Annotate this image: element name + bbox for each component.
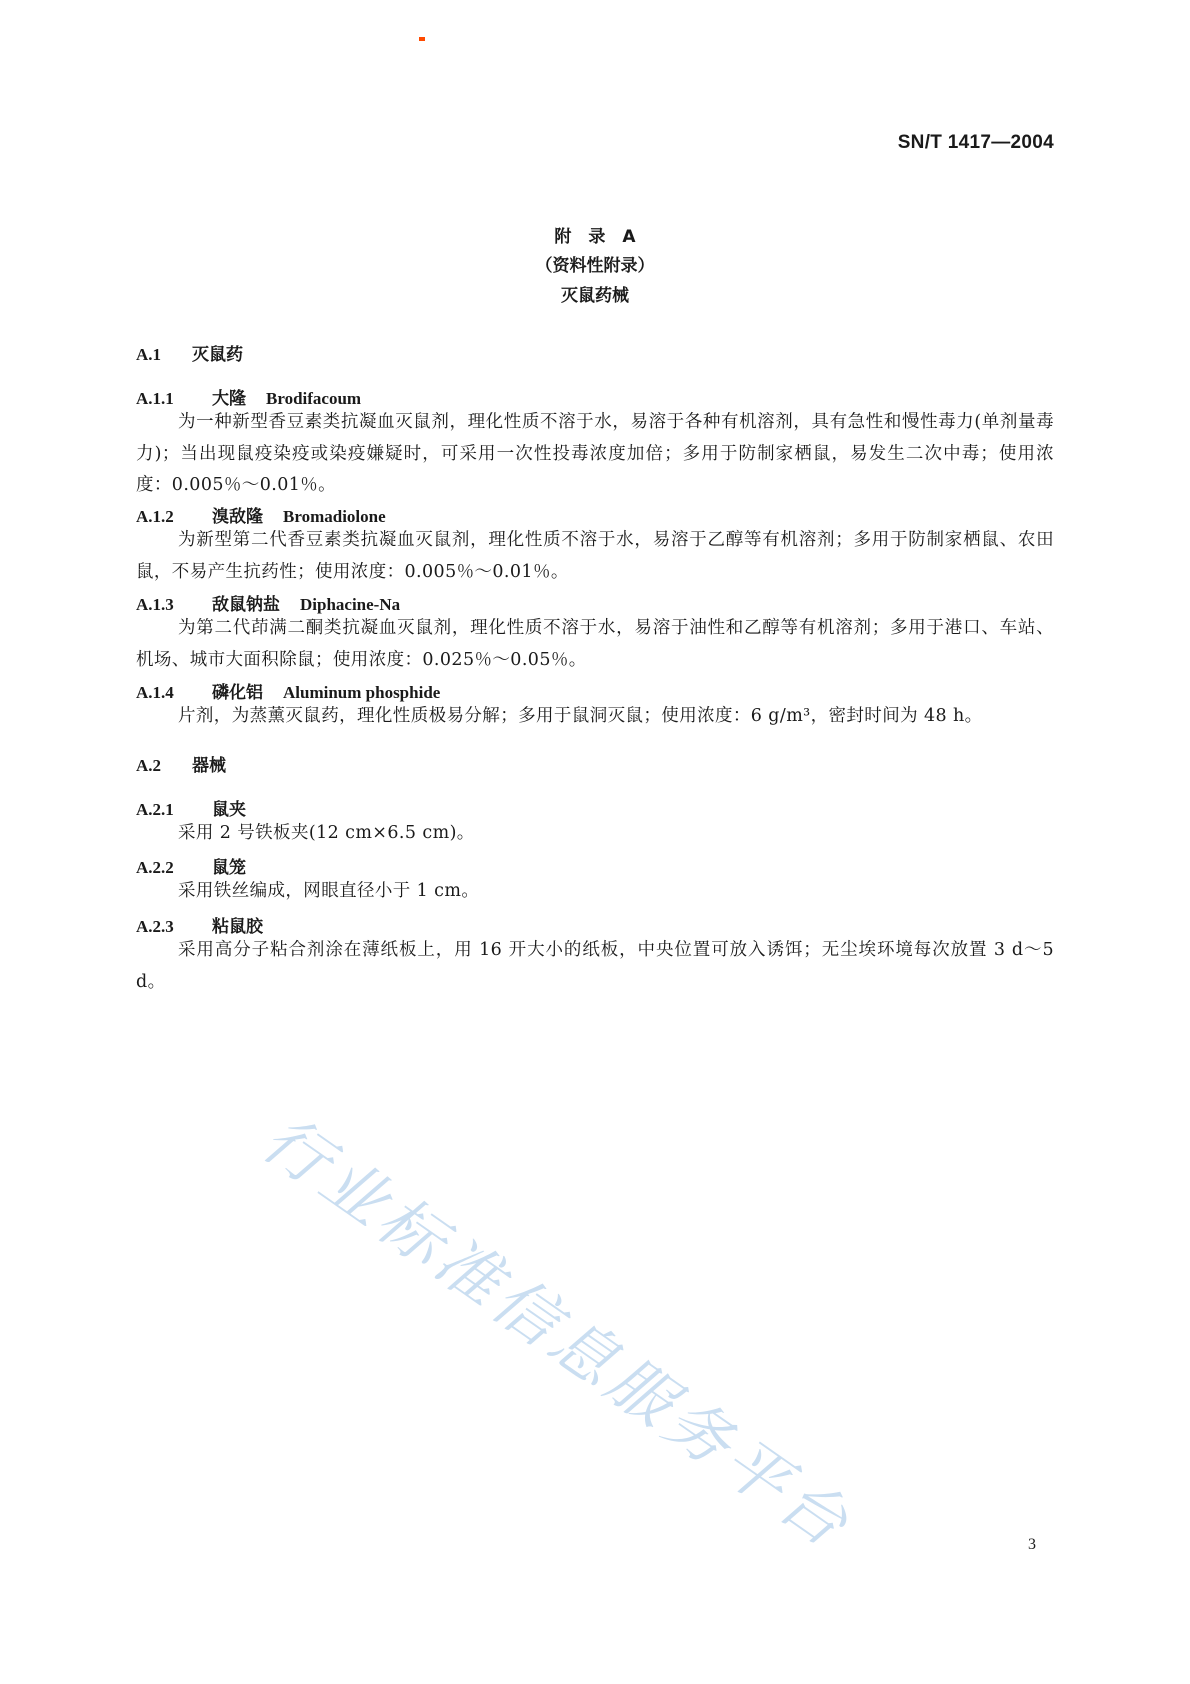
item-title: 鼠笼 [212, 858, 246, 878]
item-a1-4-text: 片剂，为蒸薰灭鼠药，理化性质极易分解；多用于鼠洞灭鼠；使用浓度：6 g/m³，密封时间为 48 h。 [178, 706, 983, 726]
item-a2-2-heading [136, 853, 246, 878]
item-english-name: Diphacine-Na [300, 595, 401, 614]
item-english-name: Brodifacoum [266, 389, 362, 408]
item-a1-3-heading [136, 590, 400, 615]
item-title: 磷化铝 [212, 683, 263, 703]
standard-code: SN/T 1417—2004 [897, 132, 1054, 153]
item-a1-1-text: 为一种新型香豆素类抗凝血灭鼠剂，理化性质不溶于水，易溶于各种有机溶剂，具有急性和慢性毒力(单剂量毒力)；当出现鼠疫染疫或染疫嫌疑时，可采用一次性投毒浓度加倍；多用于防制家栖鼠，易发生二次中毒；使用浓度：0.005％～0.01％。 [136, 412, 1054, 495]
annex-name: 灭鼠药械 [561, 286, 629, 306]
section-title: 灭鼠药 [192, 345, 243, 365]
item-a1-3-text: 为第二代茚满二酮类抗凝血灭鼠剂，理化性质不溶于水，易溶于油性和乙醇等有机溶剂；多用于港口、车站、机场、城市大面积除鼠；使用浓度：0.025％～0.05％。 [136, 618, 1054, 670]
item-a1-2-heading [136, 502, 386, 527]
item-english-name: Bromadiolone [283, 507, 386, 526]
item-a1-1-heading [136, 384, 361, 409]
corner-mark [419, 37, 425, 41]
annex-type: （资料性附录） [535, 256, 655, 276]
item-number: A.1.3 [136, 595, 174, 614]
section-number: A.2 [136, 756, 162, 775]
item-a1-2-text: 为新型第二代香豆素类抗凝血灭鼠剂，理化性质不溶于水，易溶于乙醇等有机溶剂；多用于防制家栖鼠、农田鼠，不易产生抗药性；使用浓度：0.005％～0.01％。 [136, 530, 1054, 582]
section-number: A.1 [136, 345, 162, 364]
item-number: A.2.3 [136, 917, 174, 936]
section-title: 器械 [192, 756, 226, 776]
annex-title: 附 录 A [554, 227, 636, 247]
item-number: A.2.2 [136, 858, 174, 877]
item-title: 鼠夹 [212, 800, 246, 820]
item-title: 大隆 [212, 389, 246, 409]
item-title: 敌鼠钠盐 [212, 595, 280, 615]
item-number: A.2.1 [136, 800, 174, 819]
item-a2-1-heading [136, 795, 246, 820]
item-a2-1-text: 采用 2 号铁板夹(12 cm×6.5 cm)。 [178, 823, 475, 843]
item-a2-2-text: 采用铁丝编成，网眼直径小于 1 cm。 [178, 881, 480, 901]
item-number: A.1.1 [136, 389, 174, 408]
page-number: 3 [1028, 1536, 1036, 1553]
section-a2 [136, 751, 226, 776]
item-title: 溴敌隆 [212, 507, 263, 527]
item-number: A.1.2 [136, 507, 174, 526]
item-a2-3-text: 采用高分子粘合剂涂在薄纸板上，用 16 开大小的纸板，中央位置可放入诱饵；无尘埃环境每次放置 3 d～5 d。 [136, 940, 1054, 992]
section-a1 [136, 340, 243, 365]
watermark: 行业标准信息服务平台 [248, 1102, 865, 1565]
item-a1-4-heading [136, 678, 440, 703]
item-title: 粘鼠胶 [212, 917, 263, 937]
item-english-name: Aluminum phosphide [283, 683, 441, 702]
item-number: A.1.4 [136, 683, 174, 702]
item-a2-3-heading [136, 912, 263, 937]
